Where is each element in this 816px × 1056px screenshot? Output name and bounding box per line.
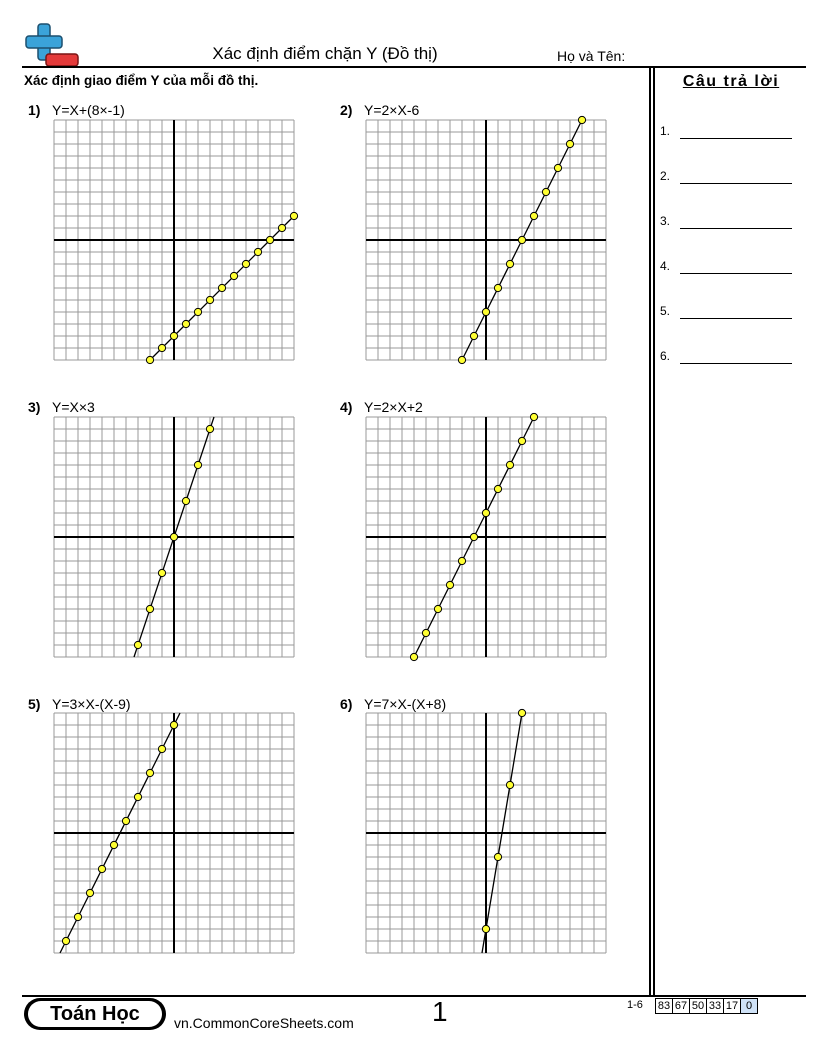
graph-point <box>146 769 153 776</box>
answer-label-2: 2. <box>660 169 671 183</box>
score-cell: 50 <box>689 998 707 1014</box>
graph-point <box>518 236 525 243</box>
graph-point <box>518 437 525 444</box>
graph-point <box>542 188 549 195</box>
graph-point <box>458 356 465 363</box>
graph-point <box>194 461 201 468</box>
problem-equation-2: Y=2×X-6 <box>364 102 420 118</box>
graph-point <box>182 320 189 327</box>
page-number: 1 <box>432 996 448 1027</box>
graph-point <box>98 865 105 872</box>
answer-field-1[interactable] <box>680 138 792 139</box>
graph-3 <box>54 417 294 657</box>
graph-point <box>230 272 237 279</box>
graph-point <box>482 509 489 516</box>
problem-equation-1: Y=X+(8×-1) <box>52 102 125 118</box>
graph-point <box>206 296 213 303</box>
answers-title: Câu trả lời <box>682 73 780 90</box>
graph-point <box>242 260 249 267</box>
problem-number-6: 6) <box>340 696 353 712</box>
graph-point <box>134 793 141 800</box>
instructions: Xác định giao điểm Y của mỗi đồ thị. <box>24 73 259 88</box>
graph-point <box>530 212 537 219</box>
graph-point <box>578 116 585 123</box>
graph-point <box>266 236 273 243</box>
brand-label: Toán Học <box>28 1001 162 1027</box>
graph-point <box>482 925 489 932</box>
score-cell: 0 <box>740 998 758 1014</box>
graph-point <box>410 653 417 660</box>
problem-equation-4: Y=2×X+2 <box>364 399 423 415</box>
graph-point <box>146 356 153 363</box>
score-table <box>656 998 758 1014</box>
graph-point <box>506 461 513 468</box>
graph-point <box>470 533 477 540</box>
graph-point <box>122 817 129 824</box>
graph-point <box>86 889 93 896</box>
graph-point <box>566 140 573 147</box>
graph-5 <box>54 713 294 953</box>
graph-point <box>170 533 177 540</box>
graph-point <box>458 557 465 564</box>
graph-point <box>206 425 213 432</box>
graph-point <box>218 284 225 291</box>
graph-point <box>110 841 117 848</box>
graph-point <box>446 581 453 588</box>
problem-equation-3: Y=X×3 <box>52 399 95 415</box>
page-title: Xác định điểm chặn Y (Đồ thị) <box>212 44 438 63</box>
score-cell: 17 <box>723 998 741 1014</box>
answer-field-2[interactable] <box>680 183 792 184</box>
score-range: 1-6 <box>627 999 643 1011</box>
graph-point <box>290 212 297 219</box>
answer-label-1: 1. <box>660 124 671 138</box>
header-divider <box>22 66 806 68</box>
graph-point <box>74 913 81 920</box>
graph-point <box>530 413 537 420</box>
graph-point <box>254 248 261 255</box>
graph-point <box>494 485 501 492</box>
answer-label-6: 6. <box>660 349 671 363</box>
graph-point <box>62 937 69 944</box>
graph-1 <box>54 120 294 360</box>
graph-point <box>494 853 501 860</box>
graph-point <box>158 569 165 576</box>
answer-column-divider <box>649 66 651 996</box>
footer-divider <box>22 995 806 997</box>
graph-2 <box>366 120 606 360</box>
answer-label-5: 5. <box>660 304 671 318</box>
brand-badge <box>24 998 166 1030</box>
answer-column-divider-inner <box>653 66 655 996</box>
graph-point <box>494 284 501 291</box>
graph-point <box>194 308 201 315</box>
graph-point <box>506 781 513 788</box>
graph-6 <box>366 713 606 953</box>
problem-number-4: 4) <box>340 399 353 415</box>
answer-field-3[interactable] <box>680 228 792 229</box>
score-cell: 83 <box>655 998 673 1014</box>
problem-equation-5: Y=3×X-(X-9) <box>52 696 131 712</box>
problem-equation-6: Y=7×X-(X+8) <box>364 696 447 712</box>
graph-point <box>170 721 177 728</box>
name-label: Họ và Tên: <box>557 48 626 64</box>
graph-point <box>518 709 525 716</box>
graph-4 <box>366 417 606 657</box>
graph-point <box>422 629 429 636</box>
graph-point <box>182 497 189 504</box>
score-cell: 67 <box>672 998 690 1014</box>
graph-point <box>170 332 177 339</box>
problem-number-1: 1) <box>28 102 41 118</box>
graph-point <box>470 332 477 339</box>
problem-number-3: 3) <box>28 399 41 415</box>
answer-field-5[interactable] <box>680 318 792 319</box>
graph-point <box>278 224 285 231</box>
graph-point <box>134 641 141 648</box>
score-cell: 33 <box>706 998 724 1014</box>
graph-point <box>434 605 441 612</box>
graph-point <box>554 164 561 171</box>
problem-number-5: 5) <box>28 696 41 712</box>
graph-point <box>506 260 513 267</box>
site-url[interactable]: vn.CommonCoreSheets.com <box>174 1015 354 1031</box>
answer-label-3: 3. <box>660 214 671 228</box>
graph-point <box>158 745 165 752</box>
graph-point <box>146 605 153 612</box>
graph-point <box>482 308 489 315</box>
graph-point <box>158 344 165 351</box>
problem-number-2: 2) <box>340 102 353 118</box>
answer-label-4: 4. <box>660 259 671 273</box>
answer-field-4[interactable] <box>680 273 792 274</box>
answer-field-6[interactable] <box>680 363 792 364</box>
